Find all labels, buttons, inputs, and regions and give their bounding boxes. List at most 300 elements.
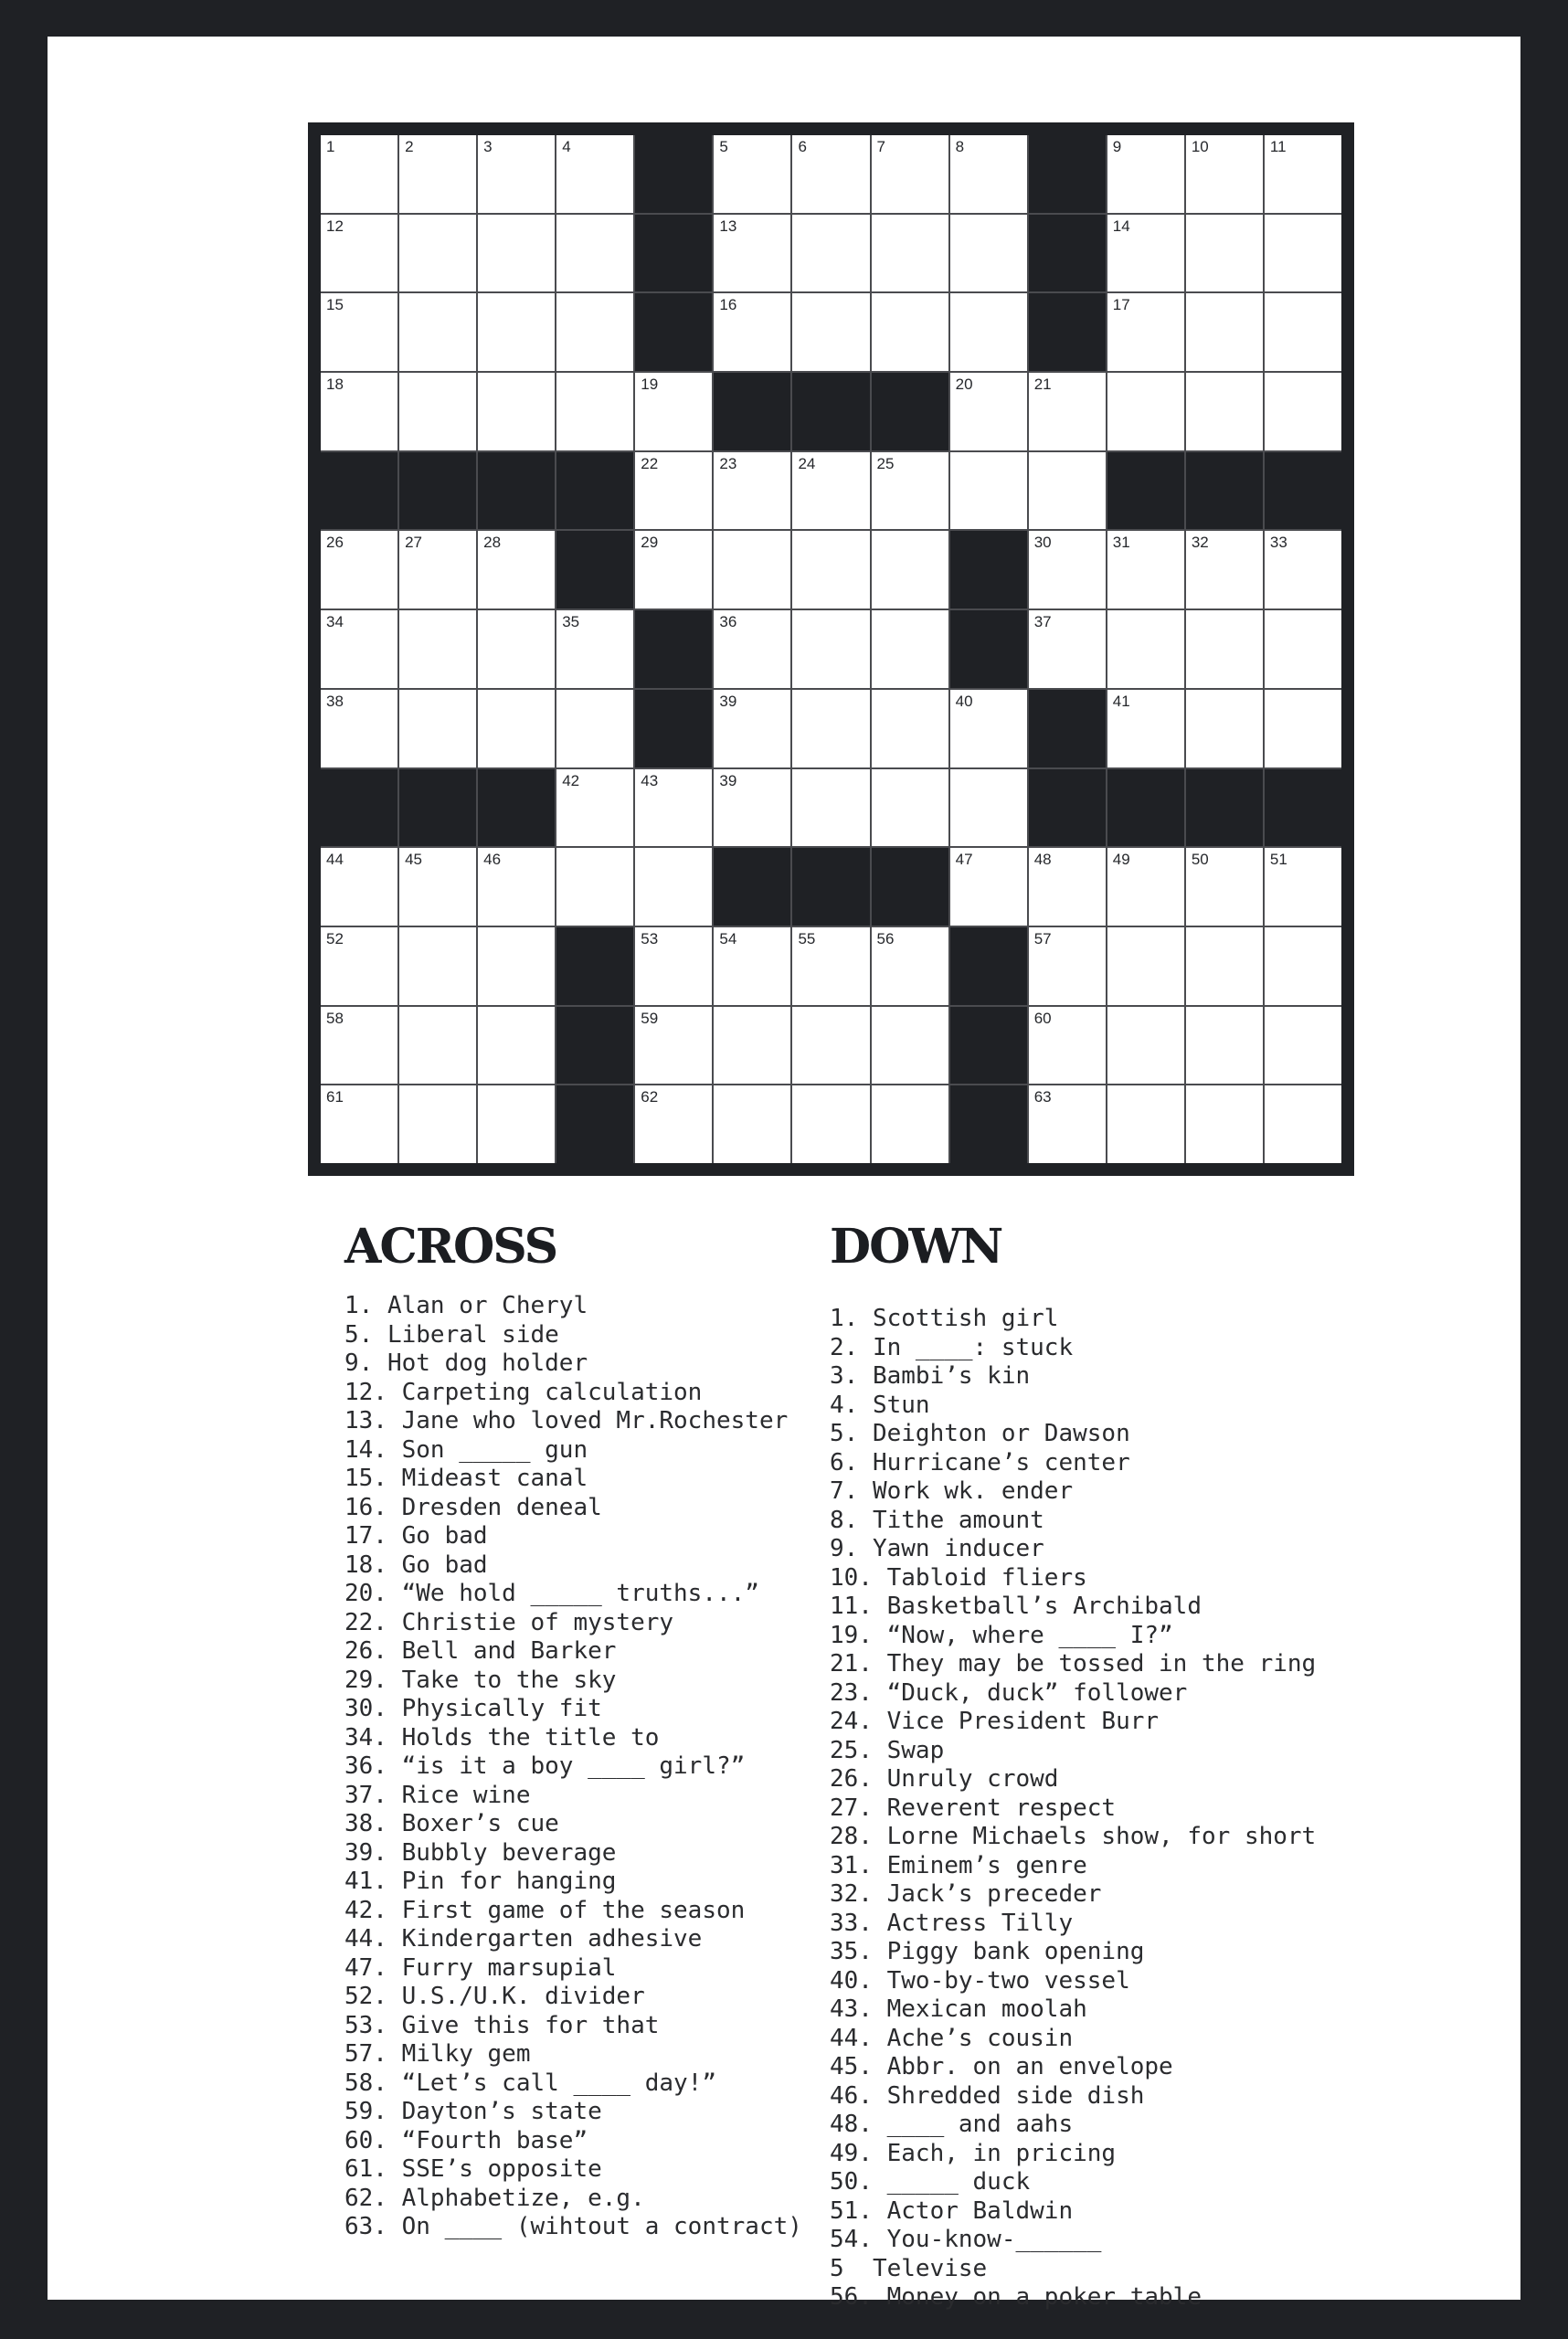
cell-number: 37 (1033, 613, 1052, 631)
grid-cell-black (1265, 452, 1341, 530)
across-clue: 41. Pin for hanging (344, 1868, 617, 1895)
down-clue: 5. Deighton or Dawson (830, 1420, 1130, 1447)
across-clue: 20. “We hold _____ truths...” (344, 1580, 759, 1607)
grid-cell-white[interactable] (1029, 531, 1106, 609)
cell-number: 33 (1269, 534, 1287, 552)
grid-cell-white[interactable] (478, 848, 555, 926)
grid-cell-black (950, 1085, 1027, 1163)
cell-number: 55 (798, 929, 816, 947)
cell-number: 54 (719, 929, 737, 947)
grid-cell-black (556, 452, 633, 530)
cell-number: 7 (876, 138, 885, 155)
grid-cell-black (714, 373, 790, 450)
grid-cell-black (321, 769, 397, 847)
grid-cell-white[interactable] (1186, 215, 1263, 292)
grid-cell-black (872, 848, 948, 926)
grid-cell-white[interactable] (1186, 531, 1263, 609)
grid-cell-white[interactable] (399, 215, 476, 292)
cell-number: 27 (405, 534, 422, 552)
across-clue: 36. “is it a boy ____ girl?” (344, 1752, 746, 1780)
grid-cell-white[interactable] (872, 452, 948, 530)
grid-cell-white[interactable] (1265, 690, 1341, 767)
grid-cell-white[interactable] (556, 215, 633, 292)
grid-cell-white[interactable] (872, 927, 948, 1005)
down-clue: 35. Piggy bank opening (830, 1938, 1145, 1965)
grid-cell-white[interactable] (1186, 690, 1263, 767)
grid-cell-white[interactable] (714, 610, 790, 688)
grid-cell-white[interactable] (1029, 927, 1106, 1005)
grid-cell-white[interactable] (399, 690, 476, 767)
grid-cell-black (635, 610, 712, 688)
across-clue: 63. On ____ (wihtout a contract) (344, 2213, 802, 2240)
grid-cell-white[interactable] (635, 927, 712, 1005)
across-clue-list (344, 1292, 820, 2242)
grid-cell-white[interactable] (321, 927, 397, 1005)
grid-cell-white[interactable] (556, 690, 633, 767)
grid-cell-white[interactable] (872, 769, 948, 847)
grid-cell-white[interactable] (478, 531, 555, 609)
grid-cell-white[interactable] (872, 531, 948, 609)
grid-cell-white[interactable] (399, 610, 476, 688)
grid-cell-white[interactable] (950, 293, 1027, 371)
down-clue-list (830, 1305, 1341, 2313)
cell-number: 39 (719, 771, 737, 789)
grid-cell-white[interactable] (556, 848, 633, 926)
cell-number: 60 (1033, 1009, 1052, 1027)
down-clue: 9. Yawn inducer (830, 1535, 1044, 1562)
cell-number: 34 (326, 613, 344, 631)
down-clue: 33. Actress Tilly (830, 1909, 1074, 1937)
grid-cell-white[interactable] (321, 690, 397, 767)
cell-number: 19 (641, 376, 659, 394)
down-clue: 4. Stun (830, 1391, 930, 1419)
grid-cell-white[interactable] (635, 452, 712, 530)
grid-cell-white[interactable] (399, 135, 476, 213)
cell-number: 32 (1191, 534, 1209, 552)
across-clue: 9. Hot dog holder (344, 1349, 588, 1377)
grid-cell-white[interactable] (1107, 531, 1184, 609)
cell-number: 48 (1033, 851, 1052, 869)
grid-cell-white[interactable] (872, 690, 948, 767)
grid-cell-white[interactable] (321, 135, 397, 213)
grid-cell-white[interactable] (635, 848, 712, 926)
grid-cell-white[interactable] (1265, 1085, 1341, 1163)
cell-number: 62 (641, 1088, 659, 1106)
grid-cell-white[interactable] (635, 769, 712, 847)
grid-cell-black (1107, 769, 1184, 847)
grid-cell-white[interactable] (478, 610, 555, 688)
grid-cell-white[interactable] (321, 1085, 397, 1163)
cell-number: 10 (1191, 138, 1209, 155)
cell-number: 20 (955, 376, 973, 394)
across-clue: 62. Alphabetize, e.g. (344, 2184, 645, 2212)
down-clue: 32. Jack’s preceder (830, 1880, 1102, 1908)
down-clue: 19. “Now, where ____ I?” (830, 1621, 1173, 1649)
cell-number: 39 (719, 692, 737, 710)
grid-cell-black (1107, 452, 1184, 530)
grid-cell-white[interactable] (950, 452, 1027, 530)
down-clue: 11. Basketball’s Archibald (830, 1593, 1202, 1620)
down-clue: 51. Actor Baldwin (830, 2196, 1074, 2225)
cell-number: 1 (326, 138, 335, 155)
cell-number: 16 (719, 296, 737, 314)
grid-cell-black (792, 373, 869, 450)
down-clue: 8. Tithe amount (830, 1506, 1044, 1534)
across-clue: 61. SSE’s opposite (344, 2155, 602, 2183)
grid-cell-white[interactable] (1265, 610, 1341, 688)
down-clue: 50. _____ duck (830, 2168, 1031, 2196)
across-clue: 59. Dayton’s state (344, 2098, 602, 2125)
cell-number: 47 (955, 851, 973, 869)
grid-cell-white[interactable] (950, 848, 1027, 926)
grid-cell-white[interactable] (556, 769, 633, 847)
grid-cell-white[interactable] (1107, 927, 1184, 1005)
grid-cell-white[interactable] (399, 848, 476, 926)
cell-number: 51 (1269, 851, 1287, 869)
grid-cell-black (635, 215, 712, 292)
cell-number: 3 (483, 138, 493, 155)
grid-cell-black (478, 452, 555, 530)
grid-cell-white[interactable] (714, 927, 790, 1005)
cell-number: 9 (1112, 138, 1122, 155)
grid-cell-black (950, 610, 1027, 688)
across-clue: 16. Dresden deneal (344, 1493, 602, 1521)
across-clue: 58. “Let’s call ____ day!” (344, 2069, 716, 2097)
down-section (830, 1219, 1341, 2313)
down-clue: 5 Televise (830, 2254, 988, 2282)
grid-cell-white[interactable] (792, 452, 869, 530)
grid-cell-black (635, 690, 712, 767)
cell-number: 17 (1112, 296, 1130, 314)
cell-number: 29 (641, 534, 659, 552)
across-clue: 37. Rice wine (344, 1781, 531, 1809)
across-clue: 15. Mideast canal (344, 1465, 588, 1492)
cell-number: 36 (719, 613, 737, 631)
grid-cell-white[interactable] (714, 1007, 790, 1085)
cell-number: 44 (326, 851, 344, 869)
across-clue: 30. Physically fit (344, 1695, 602, 1722)
crossword-grid (308, 122, 1354, 1176)
grid-cell-white[interactable] (321, 293, 397, 371)
across-clue: 5. Liberal side (344, 1320, 559, 1349)
grid-cell-white[interactable] (1186, 135, 1263, 213)
across-clue: 29. Take to the sky (344, 1666, 617, 1694)
down-clue: 28. Lorne Michaels show, for short (830, 1823, 1317, 1850)
grid-cell-white[interactable] (1029, 1007, 1106, 1085)
grid-cell-white[interactable] (1265, 848, 1341, 926)
cell-number: 4 (562, 138, 571, 155)
across-clue: 34. Holds the title to (344, 1723, 660, 1752)
cell-number: 5 (719, 138, 728, 155)
grid-cell-white[interactable] (872, 293, 948, 371)
grid-cell-black (1029, 293, 1106, 371)
grid-cell-white[interactable] (399, 373, 476, 450)
grid-cell-white[interactable] (1265, 927, 1341, 1005)
grid-cell-white[interactable] (399, 293, 476, 371)
grid-cell-white[interactable] (950, 373, 1027, 450)
grid-cell-black (556, 927, 633, 1005)
cell-number: 28 (483, 534, 502, 552)
grid-cell-white[interactable] (321, 373, 397, 450)
grid-cell-white[interactable] (635, 1007, 712, 1085)
across-clue: 1. Alan or Cheryl (344, 1292, 588, 1319)
cell-number: 14 (1112, 217, 1130, 235)
down-clue: 27. Reverent respect (830, 1794, 1117, 1822)
grid-cell-white[interactable] (1186, 1085, 1263, 1163)
down-clue: 46. Shredded side dish (830, 2081, 1145, 2110)
grid-cell-white[interactable] (714, 769, 790, 847)
grid-cell-black (872, 373, 948, 450)
grid-cell-white[interactable] (1029, 610, 1106, 688)
across-clue: 44. Kindergarten adhesive (344, 1925, 703, 1953)
grid-cell-white[interactable] (792, 769, 869, 847)
grid-cell-white[interactable] (792, 293, 869, 371)
grid-cell-black (635, 293, 712, 371)
grid-cell-black (792, 848, 869, 926)
across-clue: 47. Furry marsupial (344, 1953, 617, 1982)
grid-cell-black (950, 927, 1027, 1005)
cell-number: 38 (326, 692, 344, 710)
grid-cell-white[interactable] (950, 135, 1027, 213)
cell-number: 59 (641, 1009, 659, 1027)
grid-cell-white[interactable] (321, 848, 397, 926)
down-clue: 43. Mexican moolah (830, 1995, 1087, 2023)
grid-cell-white[interactable] (792, 927, 869, 1005)
grid-cell-white[interactable] (399, 1007, 476, 1085)
cell-number: 61 (326, 1088, 344, 1106)
across-section (344, 1219, 820, 2242)
grid-cell-white[interactable] (1107, 215, 1184, 292)
grid-cell-white[interactable] (399, 531, 476, 609)
grid-cell-white[interactable] (1107, 135, 1184, 213)
cell-number: 21 (1033, 376, 1052, 394)
cell-number: 24 (798, 454, 816, 472)
grid-cell-white[interactable] (1029, 848, 1106, 926)
grid-cell-white[interactable] (1029, 452, 1106, 530)
grid-cell-white[interactable] (1107, 1007, 1184, 1085)
cell-number: 49 (1112, 851, 1130, 869)
across-clue: 22. Christie of mystery (344, 1608, 674, 1636)
cell-number: 6 (798, 138, 807, 155)
across-clue: 60. “Fourth base” (344, 2126, 588, 2154)
down-clue: 25. Swap (830, 1736, 945, 1764)
grid-cell-black (1186, 769, 1263, 847)
grid-cell-white[interactable] (872, 1085, 948, 1163)
grid-cell-white[interactable] (556, 610, 633, 688)
grid-cell-white[interactable] (321, 531, 397, 609)
grid-cell-black (714, 848, 790, 926)
grid-cell-white[interactable] (1107, 848, 1184, 926)
cell-number: 31 (1112, 534, 1130, 552)
down-clue: 54. You-know-______ (830, 2226, 1102, 2253)
grid-cell-white[interactable] (1029, 1085, 1106, 1163)
grid-cell-black (1029, 690, 1106, 767)
crossword-grid-cells (321, 135, 1341, 1163)
grid-cell-white[interactable] (1107, 690, 1184, 767)
grid-cell-white[interactable] (950, 769, 1027, 847)
grid-cell-white[interactable] (1265, 293, 1341, 371)
grid-cell-white[interactable] (635, 373, 712, 450)
cell-number: 50 (1191, 851, 1209, 869)
across-clue: 38. Boxer’s cue (344, 1810, 559, 1837)
grid-cell-white[interactable] (1107, 293, 1184, 371)
grid-cell-white[interactable] (714, 293, 790, 371)
grid-cell-white[interactable] (714, 215, 790, 292)
grid-cell-black (556, 1085, 633, 1163)
cell-number: 25 (876, 454, 895, 472)
grid-cell-black (399, 769, 476, 847)
grid-cell-white[interactable] (714, 452, 790, 530)
grid-cell-white[interactable] (792, 1085, 869, 1163)
cell-number: 58 (326, 1009, 344, 1027)
grid-cell-white[interactable] (1186, 293, 1263, 371)
grid-cell-white[interactable] (478, 1007, 555, 1085)
grid-cell-white[interactable] (321, 1007, 397, 1085)
grid-cell-white[interactable] (1107, 1085, 1184, 1163)
grid-cell-black (1265, 769, 1341, 847)
across-clue: 26. Bell and Barker (344, 1637, 617, 1665)
down-clue: 3. Bambi’s kin (830, 1362, 1031, 1390)
cell-number: 30 (1033, 534, 1052, 552)
grid-cell-white[interactable] (478, 135, 555, 213)
grid-cell-white[interactable] (478, 690, 555, 767)
grid-cell-white[interactable] (792, 690, 869, 767)
grid-cell-black (950, 1007, 1027, 1085)
grid-cell-white[interactable] (321, 610, 397, 688)
grid-cell-black (321, 452, 397, 530)
cell-number: 26 (326, 534, 344, 552)
down-header: DOWN (830, 1219, 1002, 1275)
grid-cell-white[interactable] (556, 135, 633, 213)
cell-number: 56 (876, 929, 895, 947)
across-clue: 12. Carpeting calculation (344, 1378, 703, 1406)
down-clue: 40. Two-by-two vessel (830, 1966, 1130, 1995)
cell-number: 11 (1269, 138, 1287, 155)
down-clue: 10. Tabloid fliers (830, 1563, 1087, 1592)
down-clue: 1. Scottish girl (830, 1305, 1059, 1332)
across-clue: 17. Go bad (344, 1522, 488, 1550)
down-clue: 56. Money on a poker table (830, 2283, 1202, 2311)
grid-cell-white[interactable] (478, 1085, 555, 1163)
down-clue: 49. Each, in pricing (830, 2139, 1117, 2167)
down-clue: 24. Vice President Burr (830, 1708, 1160, 1735)
down-clue: 31. Eminem’s genre (830, 1851, 1087, 1879)
grid-cell-white[interactable] (1186, 848, 1263, 926)
grid-cell-white[interactable] (950, 690, 1027, 767)
grid-cell-white[interactable] (478, 927, 555, 1005)
grid-cell-black (635, 135, 712, 213)
down-clue: 26. Unruly crowd (830, 1765, 1059, 1793)
grid-cell-black (1029, 769, 1106, 847)
grid-cell-white[interactable] (1186, 1007, 1263, 1085)
grid-cell-white[interactable] (1186, 373, 1263, 450)
grid-cell-white[interactable] (399, 1085, 476, 1163)
grid-cell-white[interactable] (792, 135, 869, 213)
grid-cell-white[interactable] (635, 531, 712, 609)
cell-number: 13 (719, 217, 737, 235)
grid-cell-white[interactable] (1265, 531, 1341, 609)
down-clue: 7. Work wk. ender (830, 1477, 1074, 1505)
cell-number: 46 (483, 851, 502, 869)
cell-number: 63 (1033, 1088, 1052, 1106)
grid-cell-white[interactable] (714, 135, 790, 213)
across-clue: 39. Bubbly beverage (344, 1838, 617, 1867)
grid-cell-white[interactable] (792, 610, 869, 688)
grid-cell-black (556, 531, 633, 609)
cell-number: 45 (405, 851, 422, 869)
across-clue: 13. Jane who loved Mr.Rochester (344, 1407, 789, 1434)
grid-cell-white[interactable] (478, 293, 555, 371)
grid-cell-white[interactable] (872, 215, 948, 292)
grid-cell-black (1186, 452, 1263, 530)
across-clue: 18. Go bad (344, 1551, 488, 1579)
grid-cell-white[interactable] (792, 1007, 869, 1085)
cell-number: 57 (1033, 929, 1052, 947)
grid-cell-black (1029, 215, 1106, 292)
grid-cell-white[interactable] (1265, 135, 1341, 213)
across-clue: 14. Son _____ gun (344, 1435, 588, 1464)
down-clue: 23. “Duck, duck” follower (830, 1678, 1188, 1707)
down-clue: 6. Hurricane’s center (830, 1448, 1130, 1476)
grid-cell-white[interactable] (635, 1085, 712, 1163)
grid-cell-white[interactable] (714, 531, 790, 609)
grid-cell-white[interactable] (1186, 610, 1263, 688)
cell-number: 18 (326, 376, 344, 394)
grid-cell-white[interactable] (792, 215, 869, 292)
across-clue: 53. Give this for that (344, 2011, 660, 2039)
down-clue: 44. Ache’s cousin (830, 2024, 1074, 2052)
grid-cell-white[interactable] (950, 215, 1027, 292)
grid-cell-black (399, 452, 476, 530)
grid-cell-white[interactable] (478, 373, 555, 450)
cell-number: 2 (405, 138, 414, 155)
grid-cell-white[interactable] (872, 1007, 948, 1085)
grid-cell-white[interactable] (1265, 373, 1341, 450)
down-clue: 45. Abbr. on an envelope (830, 2053, 1173, 2080)
across-header: ACROSS (344, 1219, 557, 1275)
grid-cell-white[interactable] (1265, 215, 1341, 292)
cell-number: 41 (1112, 692, 1130, 710)
grid-cell-black (478, 769, 555, 847)
grid-cell-white[interactable] (1186, 927, 1263, 1005)
grid-cell-white[interactable] (478, 215, 555, 292)
cell-number: 53 (641, 929, 659, 947)
grid-cell-white[interactable] (1107, 373, 1184, 450)
grid-cell-black (950, 531, 1027, 609)
grid-cell-white[interactable] (321, 215, 397, 292)
across-clue: 42. First game of the season (344, 1896, 746, 1924)
grid-cell-white[interactable] (714, 1085, 790, 1163)
grid-cell-white[interactable] (1029, 373, 1106, 450)
grid-cell-white[interactable] (556, 373, 633, 450)
cell-number: 22 (641, 454, 659, 472)
grid-cell-white[interactable] (1107, 610, 1184, 688)
grid-cell-white[interactable] (399, 927, 476, 1005)
cell-number: 8 (955, 138, 965, 155)
grid-cell-white[interactable] (556, 293, 633, 371)
grid-cell-white[interactable] (1265, 1007, 1341, 1085)
across-clue: 52. U.S./U.K. divider (344, 1983, 645, 2010)
cell-number: 52 (326, 929, 344, 947)
cell-number: 42 (562, 771, 580, 789)
grid-cell-white[interactable] (792, 531, 869, 609)
across-clue: 57. Milky gem (344, 2040, 531, 2068)
grid-cell-white[interactable] (714, 690, 790, 767)
grid-cell-black (1029, 135, 1106, 213)
grid-cell-white[interactable] (872, 135, 948, 213)
grid-cell-white[interactable] (872, 610, 948, 688)
cell-number: 43 (641, 771, 659, 789)
